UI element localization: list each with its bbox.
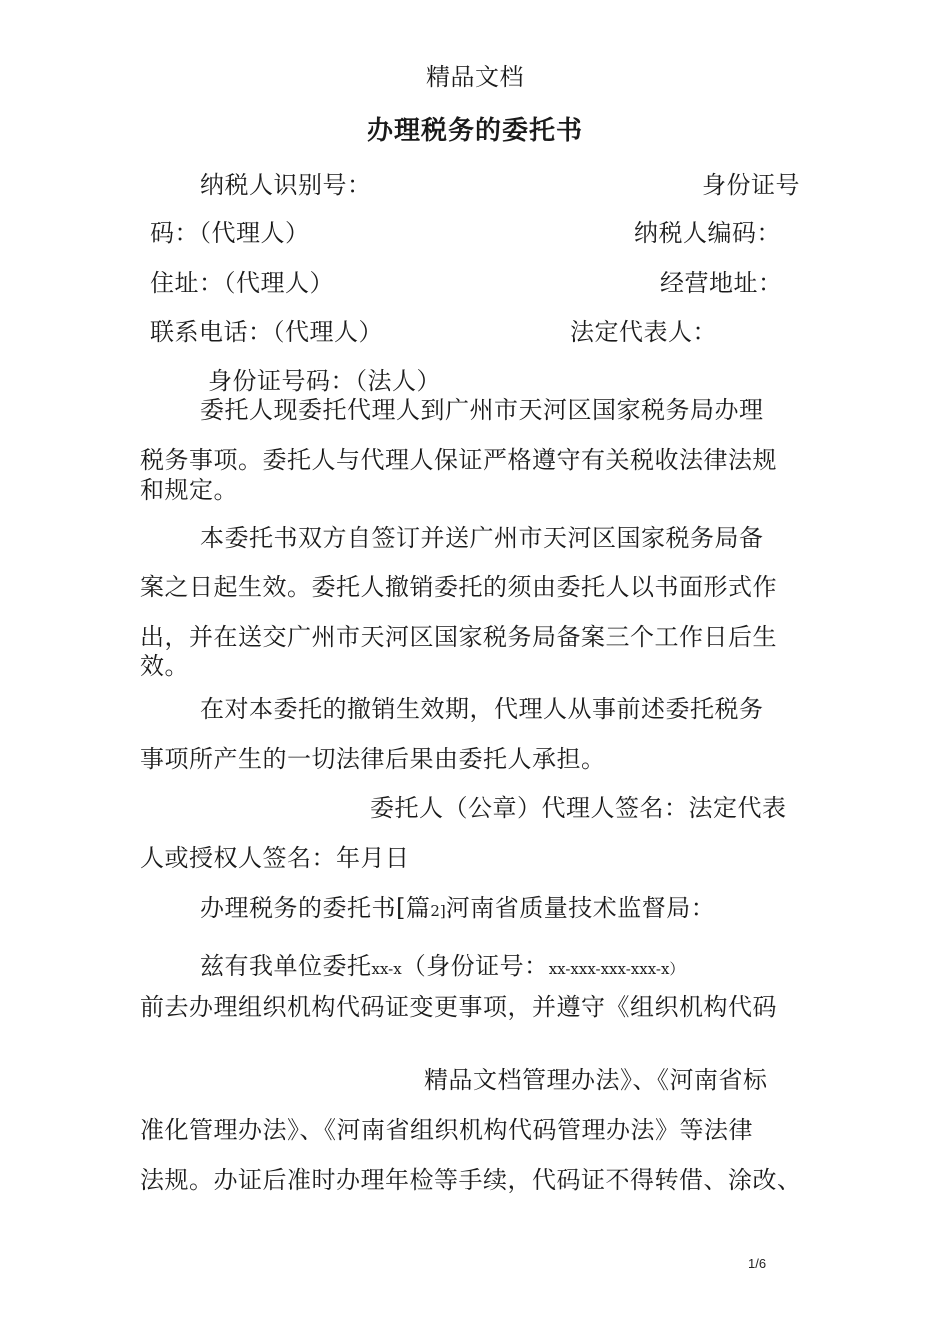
signature-line: 人或授权人签名：年月日	[140, 844, 410, 872]
body-text: 兹有我单位委托	[200, 952, 372, 980]
heading-text: 河南省质量技术监督局：	[445, 894, 716, 922]
taxpayer-code-label: 纳税人编码：	[634, 219, 781, 247]
page-header: 精品文档	[426, 63, 524, 91]
paragraph-line: 准化管理办法》、《河南省组织机构代码管理办法》等法律	[140, 1116, 753, 1144]
business-address-label: 经营地址：	[660, 269, 783, 297]
document-title: 办理税务的委托书	[366, 116, 583, 146]
paragraph-line: 事项所产生的一切法律后果由委托人承担。	[140, 745, 606, 773]
paragraph-line: 法规。办证后准时办理年检等手续，代码证不得转借、涂改、	[140, 1166, 802, 1194]
paragraph-line: 效。	[140, 652, 189, 680]
paragraph-line: 税务事项。委托人与代理人保证严格遵守有关税收法律法规	[140, 446, 777, 474]
heading-part-number: 2]	[430, 902, 446, 920]
paragraph-line	[200, 951, 684, 984]
paragraph-line: 委托人现委托代理人到广州市天河区国家税务局办理	[200, 396, 764, 424]
agent-id-label: 码：（代理人）	[150, 219, 310, 247]
legal-person-id-label: 身份证号码：（法人）	[208, 367, 441, 395]
paragraph-line: 本委托书双方自签订并送广州市天河区国家税务局备	[200, 524, 764, 552]
legal-representative-label: 法定代表人：	[570, 318, 717, 346]
paragraph-line: 精品文档管理办法》、《河南省标	[424, 1066, 768, 1094]
agent-address-label: 住址：（代理人）	[150, 269, 334, 297]
placeholder-id-number: xx-xxx-xxx-xxx-x）	[548, 960, 685, 978]
signature-line: 委托人（公章）代理人签名：法定代表	[370, 794, 787, 822]
paragraph-line: 在对本委托的撤销生效期，代理人从事前述委托税务	[200, 695, 764, 723]
body-text: （身份证号：	[401, 952, 549, 980]
paragraph-line: 出，并在送交广州市天河区国家税务局备案三个工作日后生	[140, 623, 777, 651]
paragraph-line: 前去办理组织机构代码证变更事项，并遵守《组织机构代码	[140, 993, 777, 1021]
taxpayer-id-label: 纳税人识别号：	[200, 171, 372, 199]
id-number-label: 身份证号	[702, 171, 800, 199]
paragraph-line: 和规定。	[140, 476, 238, 504]
second-document-heading	[200, 893, 715, 926]
agent-phone-label: 联系电话：（代理人）	[150, 318, 383, 346]
heading-text: 办理税务的委托书[篇	[200, 894, 431, 922]
paragraph-line: 案之日起生效。委托人撤销委托的须由委托人以书面形式作	[140, 573, 777, 601]
placeholder-name: xx-x	[371, 960, 402, 978]
page-number: 1/6	[748, 1256, 767, 1271]
